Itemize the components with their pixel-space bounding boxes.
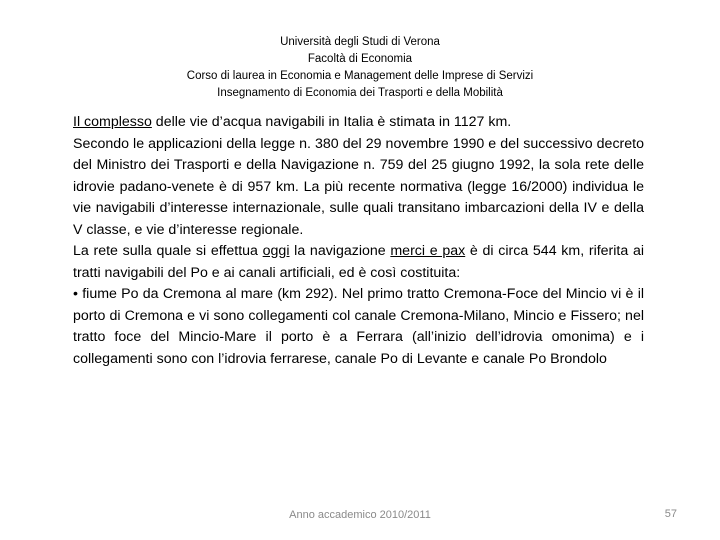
paragraph-text: è di circa 544 km, riferita ai tratti navigabili del Po e ai canali artificiali, ed è così costituita: bbox=[73, 243, 645, 281]
paragraph-legislation: Secondo le applicazioni della legge n. 380 del 29 novembre 1990 e del successivo decreto del Ministro dei Trasporti e della Navigazione n. 759 del 25 giugno 1992, la sola rete delle idrovie padano-venete è di 957 km. La più recente normativa (legge 16/2000) individua le vie navigabili d’interesse internazionale, sulle quali transitano imbarcazioni della IV e della V classe, e vie d’interesse regionale. bbox=[73, 135, 644, 238]
slide-header bbox=[0, 34, 720, 102]
underlined-phrase: oggi bbox=[262, 243, 290, 259]
faculty-name: Facoltà di Economia bbox=[307, 53, 413, 65]
paragraph-text: la navigazione bbox=[289, 243, 391, 259]
slide-body bbox=[73, 112, 644, 370]
bullet-po-river: • fiume Po da Cremona al mare (km 292). Nel primo tratto Cremona-Foce del Mincio vi è il porto di Cremona e vi sono collegamenti col canale Cremona-Milano, Mincio e Fissero; nel tratto foce del Mincio-Mare il porto è a Ferrara (all’inizio dell’idrovia omonima) e i collegamenti sono con l’idrovia ferrarese, canale Po di Levante e canale Po Brondolo bbox=[73, 286, 644, 367]
degree-course: Corso di laurea in Economia e Management delle Imprese di Servizi bbox=[186, 70, 534, 82]
underlined-phrase: Il complesso bbox=[73, 114, 152, 130]
paragraph-intro bbox=[73, 112, 644, 134]
paragraph-text: delle vie d’acqua navigabili in Italia è stimata in 1127 km. bbox=[151, 114, 512, 130]
underlined-phrase: merci e pax bbox=[390, 243, 466, 259]
page-number: 57 bbox=[664, 508, 677, 520]
university-name: Università degli Studi di Verona bbox=[280, 36, 440, 48]
footer-academic-year: Anno accademico 2010/2011 bbox=[289, 509, 431, 521]
paragraph-text: La rete sulla quale si effettua bbox=[73, 243, 263, 259]
paragraph-network bbox=[73, 241, 644, 284]
course-name: Insegnamento di Economia dei Trasporti e della Mobilità bbox=[217, 87, 503, 99]
